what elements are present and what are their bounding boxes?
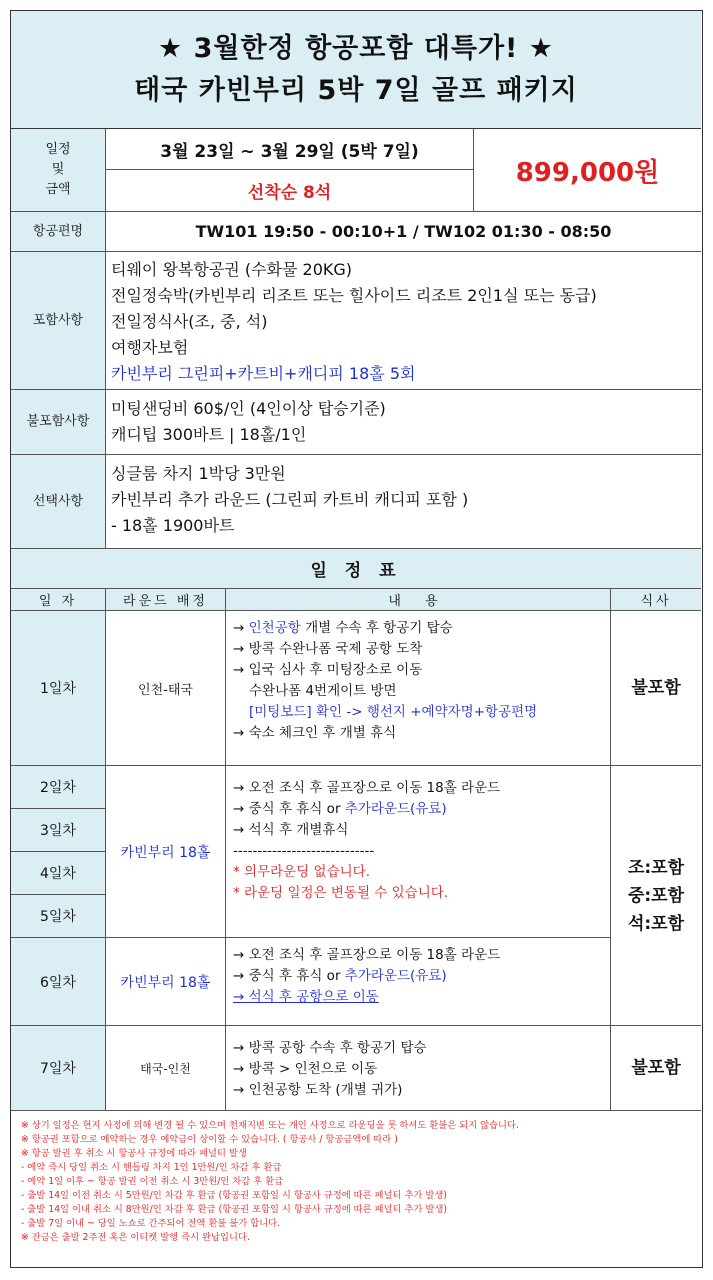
package-price: 899,000원 [515,157,660,188]
included-item: 여행자보험 [111,338,189,357]
to-airport-link: → 석식 후 공항으로 이동 [233,989,379,1005]
flight-row [11,212,701,252]
day-7-round: 태국-인천 [106,1026,226,1111]
no-mandatory-round-note: * 의무라운딩 없습니다. [233,864,370,880]
col-header-meal: 식사 [611,589,701,611]
package-sheet [10,10,703,1268]
day-1-cell: 1일차 [11,611,106,766]
excluded-item: 캐디팁 300바트 | 18홀/1인 [111,425,307,444]
day-6-content: → 오전 조식 후 골프장으로 이동 18홀 라운드 → 중식 후 휴식 or 추가라운드(유료) → 석식 후 공항으로 이동 [233,945,500,1008]
optional-row [11,455,701,549]
excluded-row [11,390,701,455]
flight-label: 항공편명 [11,212,106,251]
extra-round-text: 추가라운드(유료) [344,801,447,817]
day-7-meal: 불포함 [611,1026,701,1111]
included-row [11,252,701,390]
note-line: ※ 잔금은 출발 2주전 혹은 이티켓 발행 즉시 완납입니다. [21,1232,250,1243]
meeting-board-note: [미팅보드] 확인 -> 행선지 +예약자명+항공편명 [249,704,538,720]
schedule-price-label: 일정 및 금액 [11,129,106,211]
col-header-content: 내 용 [226,589,611,611]
travel-dates: 3월 23일 ~ 3월 29일 (5박 7일) [106,129,474,170]
flight-info: TW101 19:50 - 00:10+1 / TW102 01:30 - 08:50 [195,222,612,241]
day-3-cell: 3일차 [11,809,106,852]
itinerary-title: 일 정 표 [11,549,701,589]
day-6-round: 카빈부리 18홀 [106,938,226,1026]
excluded-list [111,396,386,448]
day-6-cell: 6일차 [11,938,106,1026]
excluded-label: 불포함사항 [11,390,106,454]
day-5-cell: 5일차 [11,895,106,938]
col-header-day: 일 자 [11,589,106,611]
included-label: 포함사항 [11,252,106,389]
excluded-item: 미팅샌딩비 60$/인 (4인이상 탑승기준) [111,399,386,418]
days-2-6-meal: 조:포함 중:포함 석:포함 [611,766,701,1026]
day-2-cell: 2일차 [11,766,106,809]
note-line: ※ 항공 발권 후 취소 시 항공사 규정에 따라 패널티 발생 [21,1148,247,1159]
day-1-round: 인천-태국 [106,611,226,766]
days-2-5-round: 카빈부리 18홀 [106,766,226,938]
optional-item: 싱글룸 차지 1박당 3만원 [111,464,286,483]
days-2-5-content: → 오전 조식 후 골프장으로 이동 18홀 라운드 → 중식 후 휴식 or 추가라운드(유료) → 석식 후 개별휴식 ----------------------------- * 의무라운딩 없습니다. * 라운딩 일정은 변동될 수 있습니다. [233,778,500,904]
title-banner [11,11,701,129]
round-change-note: * 라운딩 일정은 변동될 수 있습니다. [233,885,449,901]
day-1-meal: 불포함 [611,611,701,766]
optional-item: 카빈부리 추가 라운드 (그린피 카트비 캐디피 포함 ) [111,490,469,509]
included-list [111,257,597,387]
optional-item: - 18홀 1900바트 [111,516,235,535]
optional-list [111,461,468,539]
day-7-content: → 방콕 공항 수속 후 항공기 탑승 → 방콕 > 인천으로 이동 → 인천공항 도착 (개별 귀가) [233,1040,427,1098]
note-line: - 출발 14일 이전 취소 시 5만원/인 차감 후 환급 (항공권 포함일 시 항공사 규정에 따른 패널티 추가 발생) [21,1190,447,1201]
note-line: - 출발 7일 이내 ~ 당일 노쇼로 간주되어 전액 환불 불가 합니다. [21,1218,281,1229]
title-line-1: ★ 3월한정 항공포함 대특가! ★ [158,32,554,64]
notes-section [11,1109,701,1267]
divider: ----------------------------- [233,843,375,859]
title-line-2: 태국 카빈부리 5박 7일 골프 패키지 [134,74,578,106]
included-item: 전일정식사(조, 중, 석) [111,312,268,331]
day-4-cell: 4일차 [11,852,106,895]
incheon-airport-text: 인천공항 [248,620,301,636]
day-7-cell: 7일차 [11,1026,106,1111]
note-line: - 예약 1일 이후 ~ 항공 발권 이전 취소 시 3만원/인 차감 후 환급 [21,1176,284,1187]
optional-label: 선택사항 [11,455,106,548]
included-item: 전일정숙박(카빈부리 리조트 또는 힐사이드 리조트 2인1실 또는 동급) [111,286,597,305]
schedule-price-row [11,129,701,212]
col-header-round: 라운드 배정 [106,589,226,611]
note-line: - 출발 14일 이내 취소 시 8만원/인 차감 후 환급 (항공권 포함일 시 항공사 규정에 따른 패널티 추가 발생) [21,1204,447,1215]
note-line: - 예약 즉시 당일 취소 시 핸들링 차지 1인 1만원/인 차감 후 환급 [21,1162,282,1173]
note-line: ※ 상기 일정은 현지 사정에 의해 변경 될 수 있으며 천재지변 또는 개인 사정으로 라운딩을 못 하셔도 환불은 되지 않습니다. [21,1120,519,1131]
day-1-content: → 인천공항 개별 수속 후 항공기 탑승 → 방콕 수완나폼 국제 공항 도착 → 입국 심사 후 미팅장소로 이동 수완나폼 4번게이트 방면 [미팅보드] 확인 -> 행선지 +예약자명+항공편명 → 숙소 체크인 후 개별 휴식 [233,620,538,741]
included-item: 카빈부리 그린피+카트비+캐디피 18홀 5회 [111,364,416,383]
included-item: 티웨이 왕복항공권 (수화물 20KG) [111,260,353,279]
note-line: ※ 항공권 포함으로 예약하는 경우 예약금이 상이할 수 있습니다. ( 항공사 / 항공금액에 따라 ) [21,1134,398,1145]
seat-availability: 선착순 8석 [106,170,474,211]
